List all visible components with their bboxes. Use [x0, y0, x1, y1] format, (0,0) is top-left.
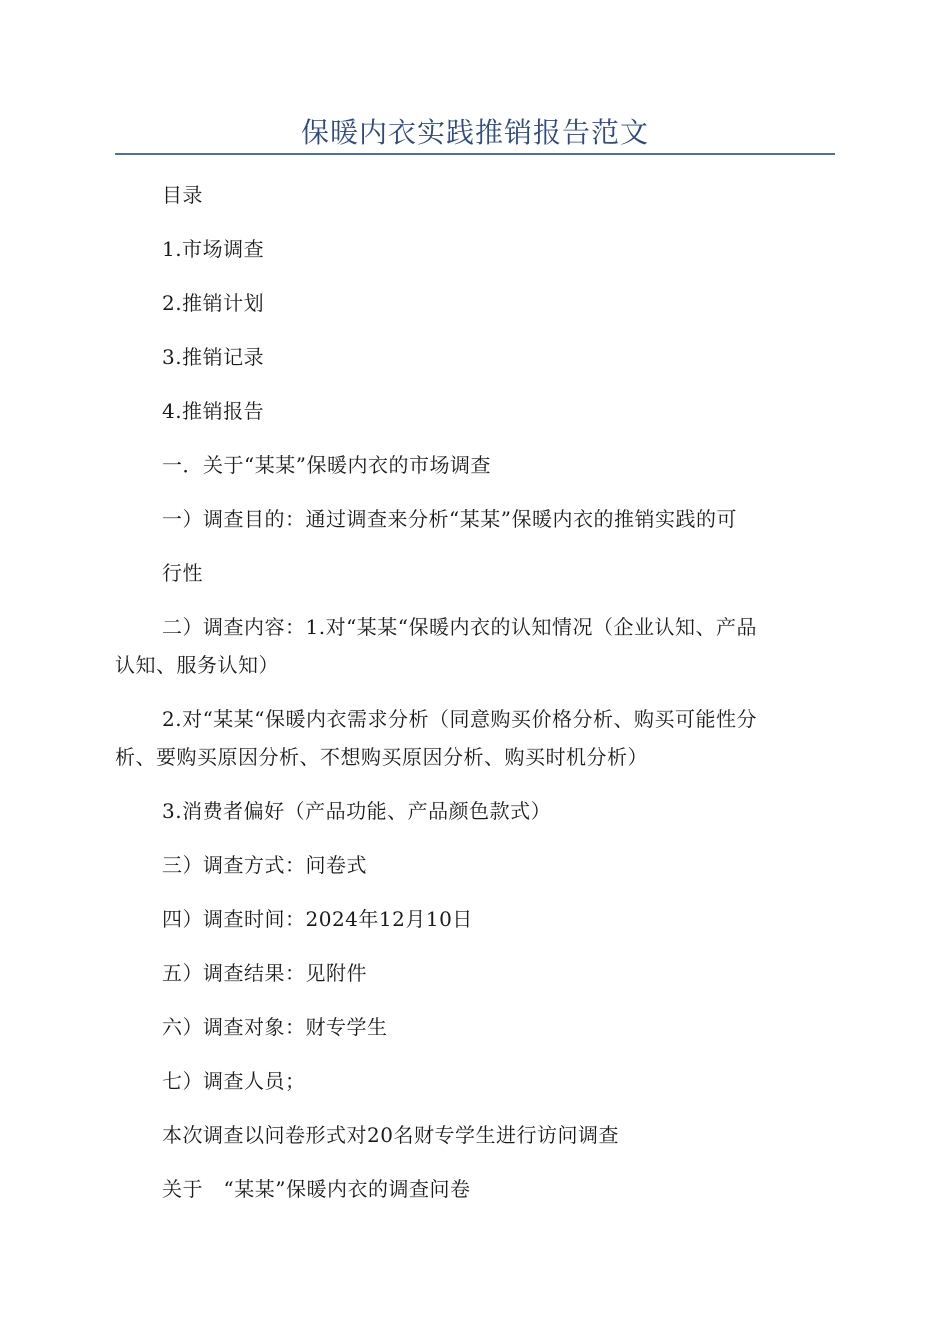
consumer-preference: 3.消费者偏好（产品功能、产品颜色款式）: [162, 799, 552, 823]
survey-time: 四）调查时间：2024年12月10日: [162, 907, 473, 931]
survey-summary: 本次调查以问卷形式对20名财专学生进行访问调查: [162, 1123, 619, 1147]
questionnaire-title: 关于 “某某”保暖内衣的调查问卷: [162, 1177, 471, 1201]
survey-content-line1: 二）调查内容：1.对“某某“保暖内衣的认知情况（企业认知、产品: [162, 615, 758, 639]
survey-purpose-line2: 行性: [162, 561, 203, 585]
document-title: 保暖内衣实践推销报告范文: [300, 116, 649, 149]
toc-item-1: 1.市场调查: [162, 237, 265, 261]
survey-content-line2: 认知、服务认知）: [115, 653, 279, 677]
toc-item-4: 4.推销报告: [162, 399, 265, 423]
survey-staff: 七）调查人员；: [162, 1069, 306, 1093]
survey-target: 六）调查对象：财专学生: [162, 1015, 388, 1039]
demand-analysis-line1: 2.对“某某“保暖内衣需求分析（同意购买价格分析、购买可能性分: [162, 707, 758, 731]
section-heading: 一．关于“某某”保暖内衣的市场调查: [162, 453, 491, 477]
survey-result: 五）调查结果：见附件: [162, 961, 367, 985]
survey-purpose-line1: 一）调查目的：通过调查来分析“某某”保暖内衣的推销实践的可: [162, 507, 737, 531]
toc-item-2: 2.推销计划: [162, 291, 265, 315]
toc-item-3: 3.推销记录: [162, 345, 265, 369]
survey-method: 三）调查方式：问卷式: [162, 853, 367, 877]
title-underline: [115, 153, 835, 155]
demand-analysis-line2: 析、要购买原因分析、不想购买原因分析、购买时机分析）: [115, 745, 648, 769]
toc-heading: 目录: [162, 183, 203, 207]
